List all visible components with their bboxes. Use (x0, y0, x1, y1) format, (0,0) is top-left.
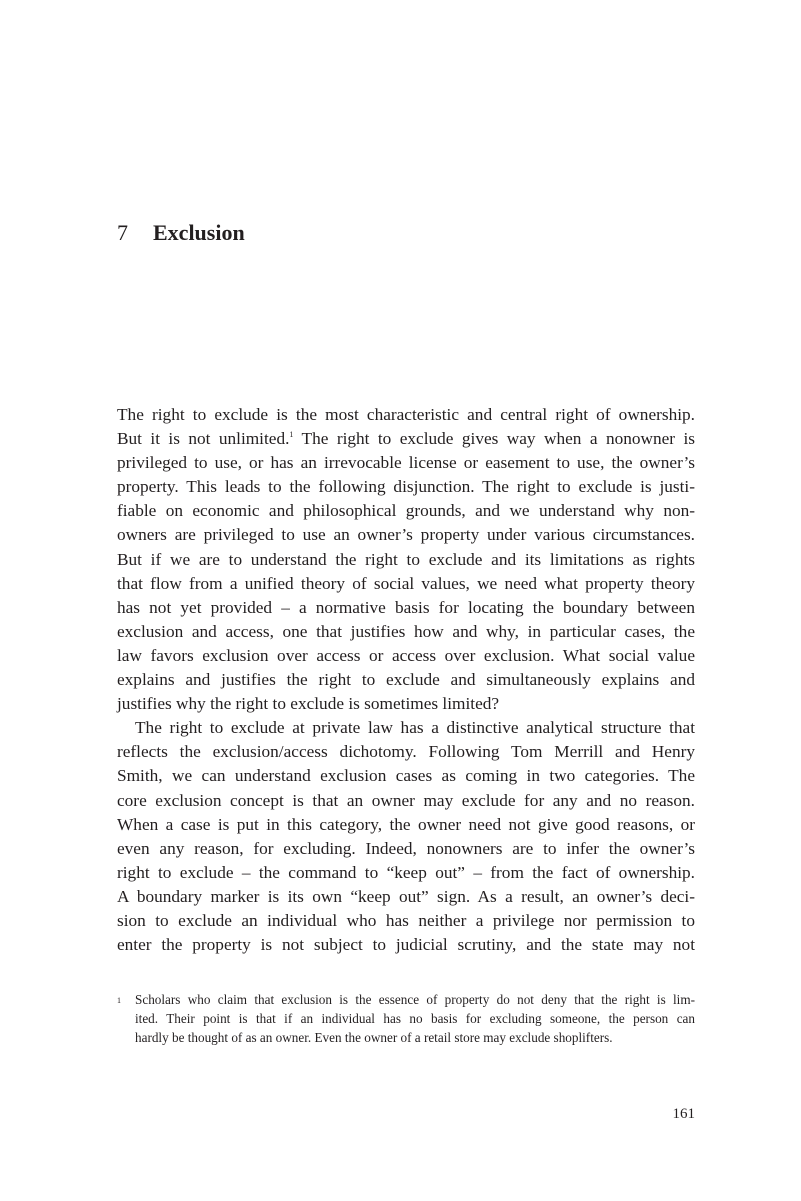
text-line: that flow from a unified theory of social values, we need what property theory (117, 573, 695, 593)
text-line: sion to exclude an individual who has neither a privilege nor permission to (117, 910, 695, 930)
chapter-title: Exclusion (153, 220, 245, 245)
text-line: The right to exclude is the most characteristic and central right of ownership. (117, 405, 695, 424)
chapter-number: 7 (117, 220, 128, 245)
text-line: property. This leads to the following disjunction. The right to exclude is justi- (117, 477, 695, 497)
text-line: core exclusion concept is that an owner may exclude for any and no reason. (117, 790, 695, 810)
text-segment: The right to exclude gives way when a nonowner is (293, 429, 695, 449)
footnote-line: ited. Their point is that if an individual has no basis for excluding someone, the person can (135, 1011, 695, 1026)
text-line: reflects the exclusion/access dichotomy. Following Tom Merrill and Henry (117, 742, 695, 762)
body-text (117, 403, 695, 957)
text-line: A boundary marker is its own “keep out” sign. As a result, an owner’s deci- (117, 886, 695, 906)
text-segment: But it is not unlimited. (117, 429, 290, 449)
paragraph-2 (117, 716, 695, 957)
text-line: law favors exclusion over access or access over exclusion. What social value (117, 645, 695, 665)
chapter-heading (117, 219, 245, 247)
text-line: When a case is put in this category, the owner need not give good reasons, or (117, 814, 695, 834)
paragraph-1 (117, 403, 695, 716)
text-line: even any reason, for excluding. Indeed, nonowners are to infer the owner’s (117, 838, 695, 858)
text-line: enter the property is not subject to judicial scrutiny, and the state may not (117, 935, 695, 955)
text-line (117, 427, 695, 451)
footnote-marker: 1 (117, 996, 121, 1005)
text-line: privileged to use, or has an irrevocable license or easement to use, the owner’s (117, 453, 695, 473)
text-line: owners are privileged to use an owner’s property under various circumstances. (117, 525, 695, 545)
text-line: exclusion and access, one that justifies how and why, in particular cases, the (117, 621, 695, 641)
footnote-text (135, 990, 695, 1047)
footnote-line: hardly be thought of as an owner. Even the owner of a retail store may exclude shoplifters. (135, 1030, 613, 1045)
footnote-reference[interactable]: 1 (289, 430, 294, 440)
text-line: has not yet provided – a normative basis for locating the boundary between (117, 597, 695, 617)
text-line: Smith, we can understand exclusion cases as coming in two categories. The (117, 766, 695, 786)
footnote-line: Scholars who claim that exclusion is the essence of property do not deny that the right is lim- (135, 992, 695, 1007)
text-line: right to exclude – the command to “keep out” – from the fact of ownership. (117, 862, 695, 882)
text-line: fiable on economic and philosophical grounds, and we understand why non- (117, 501, 695, 521)
text-line: The right to exclude at private law has a distinctive analytical structure that (135, 718, 695, 738)
text-line: But if we are to understand the right to exclude and its limitations as rights (117, 549, 695, 569)
page-number: 161 (672, 1106, 695, 1122)
text-line: explains and justifies the right to exclude and simultaneously explains and (117, 670, 695, 690)
text-line: justifies why the right to exclude is sometimes limited? (117, 694, 500, 714)
footnote (117, 990, 695, 1047)
